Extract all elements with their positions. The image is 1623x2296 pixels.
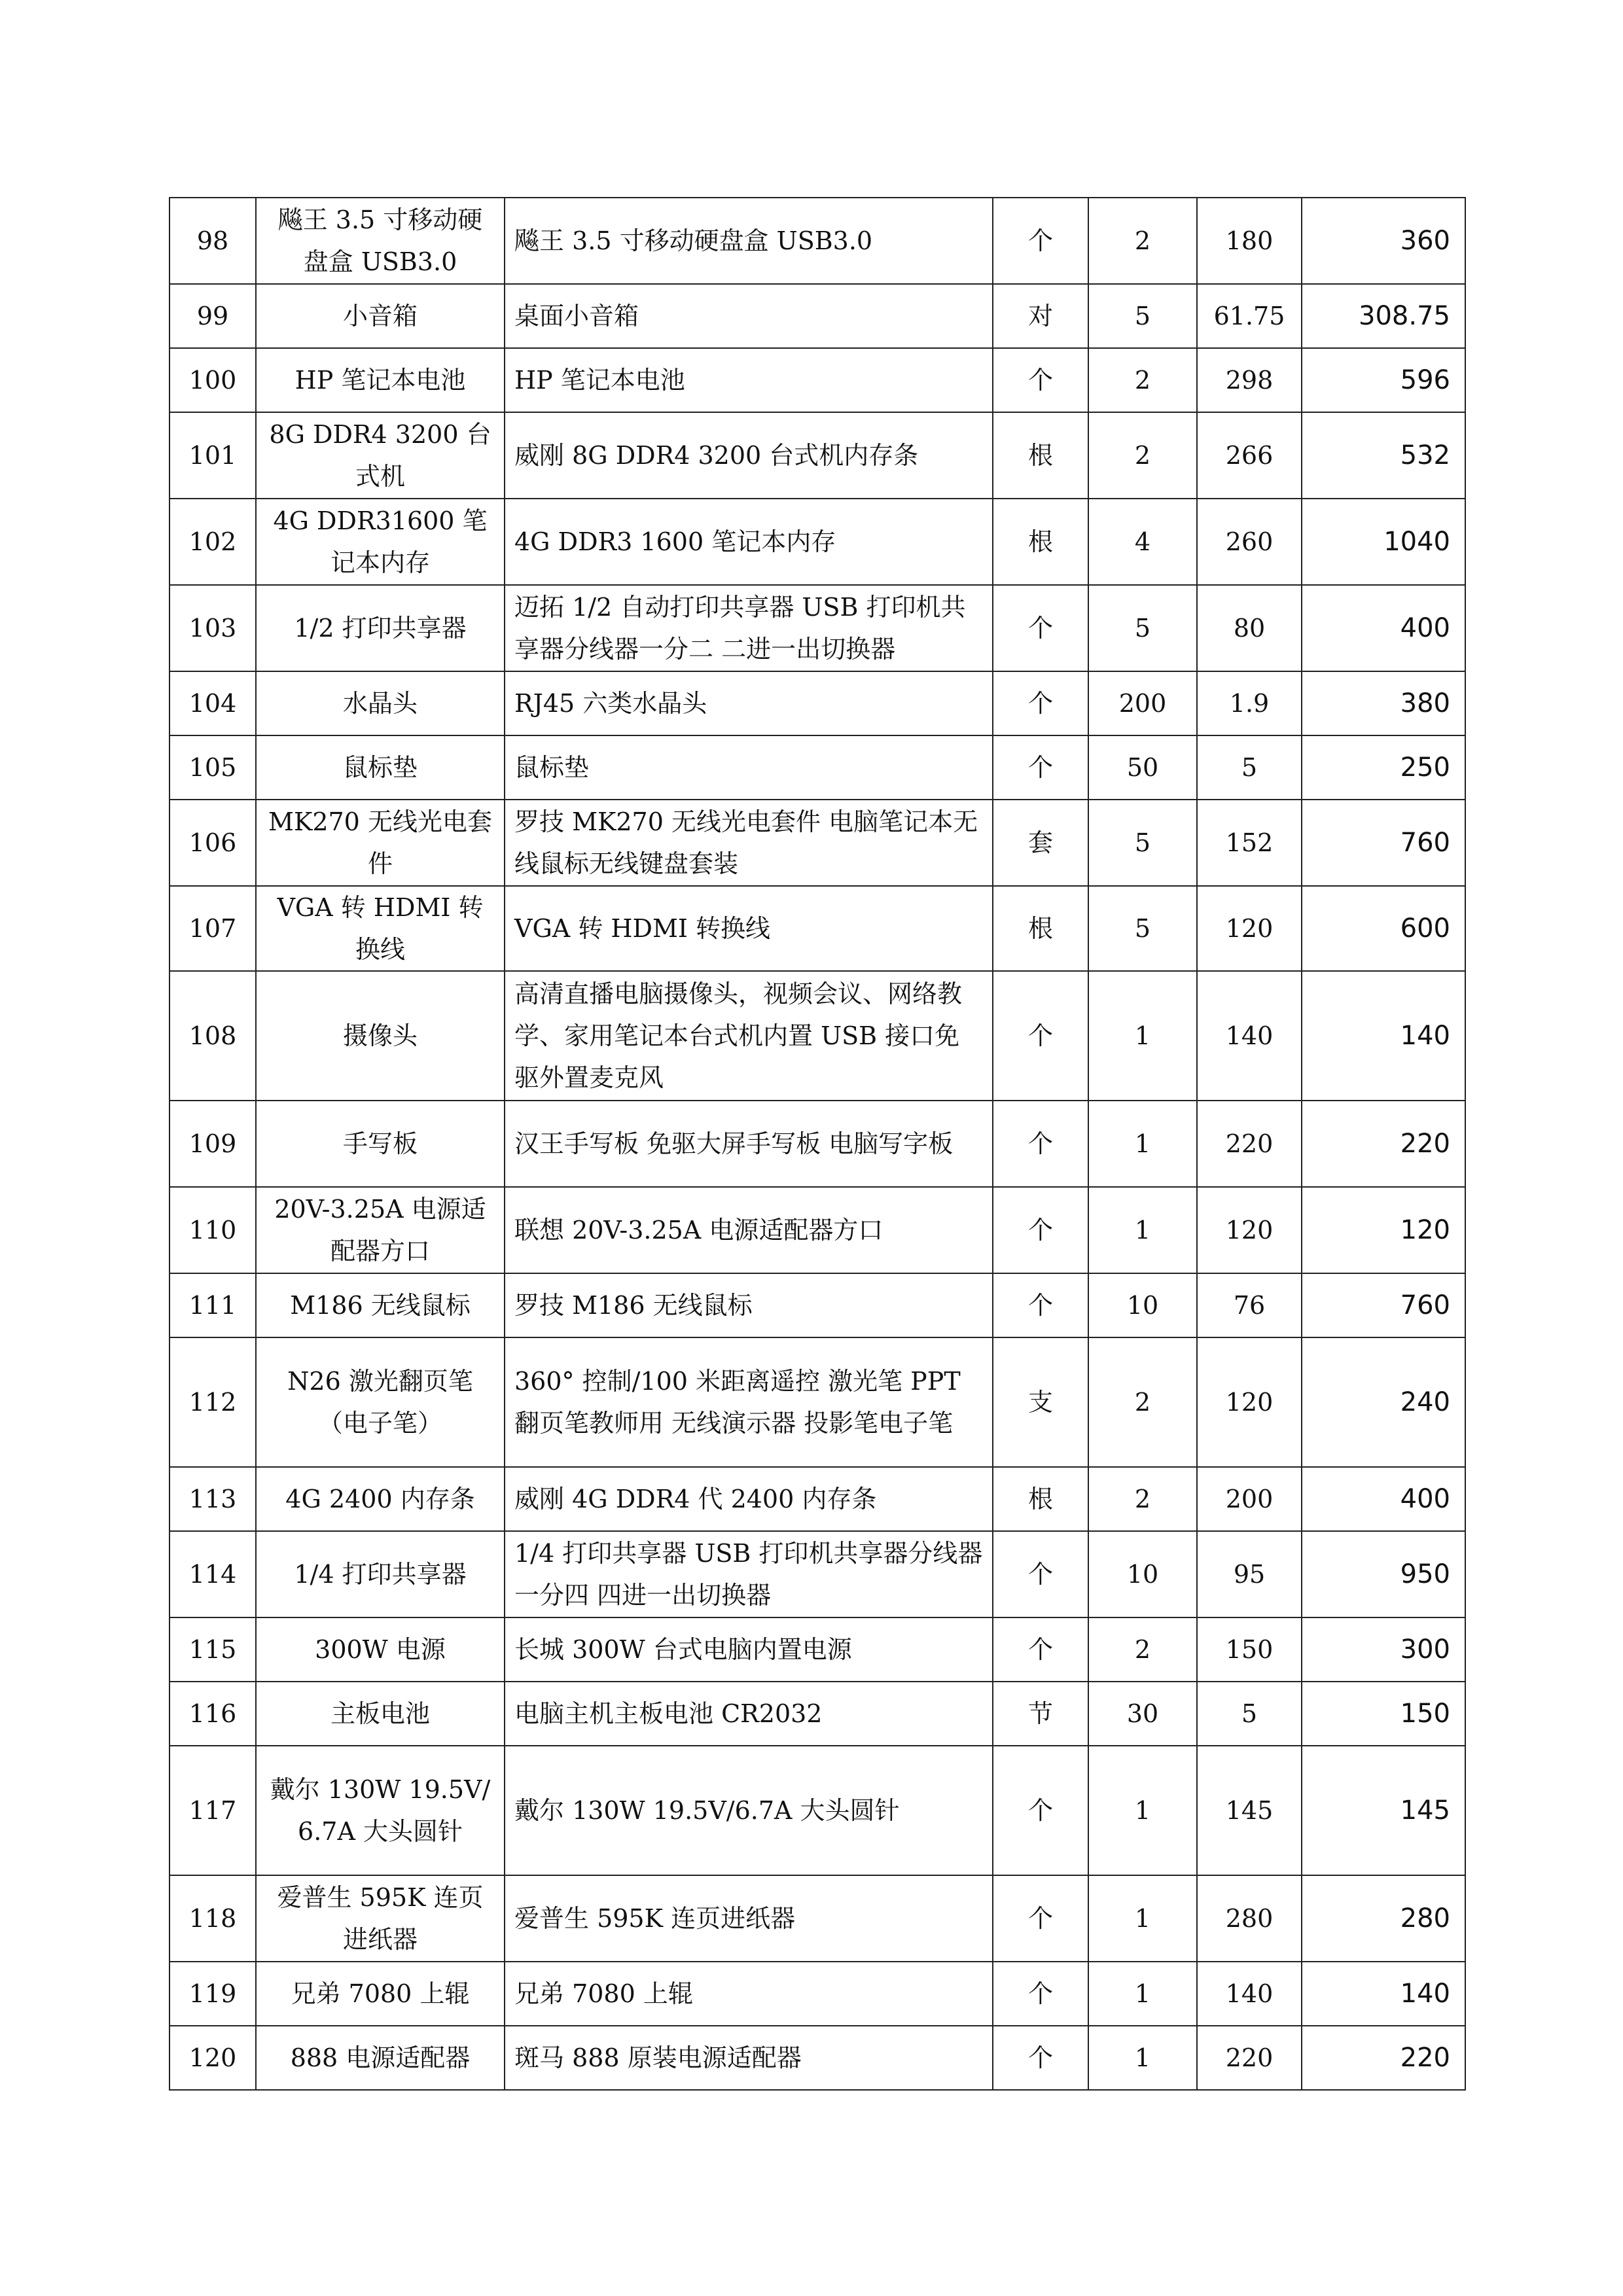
item-spec: VGA 转 HDMI 转换线 — [505, 886, 993, 971]
item-unit: 个 — [993, 971, 1088, 1101]
table-row — [169, 412, 1465, 499]
item-name: HP 笔记本电池 — [256, 348, 505, 412]
item-spec: 兄弟 7080 上辊 — [505, 1962, 993, 2026]
item-quantity: 1 — [1088, 1187, 1197, 1273]
item-spec: 鼠标垫 — [505, 735, 993, 800]
item-name: 小音箱 — [256, 284, 505, 348]
table-row — [169, 585, 1465, 671]
item-spec: HP 笔记本电池 — [505, 348, 993, 412]
item-unit-price: 140 — [1197, 971, 1302, 1101]
item-number: 100 — [169, 348, 256, 412]
item-amount: 760 — [1302, 1273, 1465, 1337]
item-name: N26 激光翻页笔（电子笔） — [256, 1337, 505, 1467]
item-unit: 个 — [993, 1617, 1088, 1682]
table-row — [169, 886, 1465, 971]
item-number: 102 — [169, 499, 256, 585]
item-spec: 高清直播电脑摄像头，视频会议、网络教学、家用笔记本台式机内置 USB 接口免驱外置麦克风 — [505, 971, 993, 1101]
item-amount: 140 — [1302, 971, 1465, 1101]
item-number: 114 — [169, 1531, 256, 1617]
item-amount: 760 — [1302, 800, 1465, 886]
item-quantity: 1 — [1088, 971, 1197, 1101]
item-number: 103 — [169, 585, 256, 671]
item-unit: 个 — [993, 1875, 1088, 1962]
item-name: 兄弟 7080 上辊 — [256, 1962, 505, 2026]
table-row — [169, 800, 1465, 886]
item-unit-price: 80 — [1197, 585, 1302, 671]
item-amount: 280 — [1302, 1875, 1465, 1962]
item-spec: 戴尔 130W 19.5V/6.7A 大头圆针 — [505, 1746, 993, 1875]
table-row — [169, 1273, 1465, 1337]
item-name: VGA 转 HDMI 转换线 — [256, 886, 505, 971]
item-amount: 300 — [1302, 1617, 1465, 1682]
item-amount: 360 — [1302, 198, 1465, 284]
item-unit-price: 180 — [1197, 198, 1302, 284]
item-spec: 360° 控制/100 米距离遥控 激光笔 PPT 翻页笔教师用 无线演示器 投影笔电子笔 — [505, 1337, 993, 1467]
item-quantity: 2 — [1088, 198, 1197, 284]
item-spec: 爱普生 595K 连页进纸器 — [505, 1875, 993, 1962]
item-spec: 4G DDR3 1600 笔记本内存 — [505, 499, 993, 585]
item-name: MK270 无线光电套件 — [256, 800, 505, 886]
item-quantity: 2 — [1088, 348, 1197, 412]
table-row — [169, 1187, 1465, 1273]
item-amount: 596 — [1302, 348, 1465, 412]
item-spec: 飚王 3.5 寸移动硬盘盒 USB3.0 — [505, 198, 993, 284]
item-number: 101 — [169, 412, 256, 499]
table-body — [169, 198, 1465, 2090]
item-number: 115 — [169, 1617, 256, 1682]
item-number: 118 — [169, 1875, 256, 1962]
item-amount: 308.75 — [1302, 284, 1465, 348]
item-number: 108 — [169, 971, 256, 1101]
item-number: 110 — [169, 1187, 256, 1273]
item-name: 飚王 3.5 寸移动硬盘盒 USB3.0 — [256, 198, 505, 284]
item-unit: 个 — [993, 1962, 1088, 2026]
item-name: 1/2 打印共享器 — [256, 585, 505, 671]
item-unit-price: 120 — [1197, 886, 1302, 971]
table-row — [169, 1962, 1465, 2026]
item-quantity: 200 — [1088, 671, 1197, 735]
item-unit: 个 — [993, 1531, 1088, 1617]
item-quantity: 2 — [1088, 412, 1197, 499]
item-name: 摄像头 — [256, 971, 505, 1101]
item-unit-price: 152 — [1197, 800, 1302, 886]
item-quantity: 1 — [1088, 1962, 1197, 2026]
item-unit: 套 — [993, 800, 1088, 886]
item-unit: 个 — [993, 585, 1088, 671]
table-row — [169, 1746, 1465, 1875]
item-name: 手写板 — [256, 1101, 505, 1187]
item-spec: RJ45 六类水晶头 — [505, 671, 993, 735]
item-spec: 长城 300W 台式电脑内置电源 — [505, 1617, 993, 1682]
item-unit-price: 150 — [1197, 1617, 1302, 1682]
item-unit-price: 95 — [1197, 1531, 1302, 1617]
item-amount: 220 — [1302, 1101, 1465, 1187]
table-row — [169, 671, 1465, 735]
item-unit: 个 — [993, 1187, 1088, 1273]
item-number: 120 — [169, 2026, 256, 2090]
item-spec: 联想 20V-3.25A 电源适配器方口 — [505, 1187, 993, 1273]
table-row — [169, 2026, 1465, 2090]
item-unit: 个 — [993, 671, 1088, 735]
item-number: 107 — [169, 886, 256, 971]
item-unit: 个 — [993, 198, 1088, 284]
item-unit: 个 — [993, 2026, 1088, 2090]
item-amount: 950 — [1302, 1531, 1465, 1617]
table-row — [169, 198, 1465, 284]
item-quantity: 5 — [1088, 886, 1197, 971]
item-number: 119 — [169, 1962, 256, 2026]
table-row — [169, 1875, 1465, 1962]
item-quantity: 1 — [1088, 1875, 1197, 1962]
item-unit: 根 — [993, 499, 1088, 585]
procurement-table — [169, 197, 1466, 2091]
table-row — [169, 1337, 1465, 1467]
item-amount: 400 — [1302, 585, 1465, 671]
item-spec: 电脑主机主板电池 CR2032 — [505, 1682, 993, 1746]
item-number: 112 — [169, 1337, 256, 1467]
table-row — [169, 1617, 1465, 1682]
item-unit: 个 — [993, 1746, 1088, 1875]
item-unit-price: 298 — [1197, 348, 1302, 412]
item-amount: 150 — [1302, 1682, 1465, 1746]
item-quantity: 1 — [1088, 1101, 1197, 1187]
item-number: 98 — [169, 198, 256, 284]
item-unit-price: 220 — [1197, 2026, 1302, 2090]
item-spec: 汉王手写板 免驱大屏手写板 电脑写字板 — [505, 1101, 993, 1187]
item-amount: 145 — [1302, 1746, 1465, 1875]
item-amount: 1040 — [1302, 499, 1465, 585]
item-quantity: 10 — [1088, 1531, 1197, 1617]
item-name: 4G DDR31600 笔记本内存 — [256, 499, 505, 585]
item-spec: 1/4 打印共享器 USB 打印机共享器分线器一分四 四进一出切换器 — [505, 1531, 993, 1617]
table-row — [169, 284, 1465, 348]
item-unit: 个 — [993, 1101, 1088, 1187]
item-unit-price: 260 — [1197, 499, 1302, 585]
item-amount: 380 — [1302, 671, 1465, 735]
item-unit-price: 5 — [1197, 735, 1302, 800]
table-row — [169, 1101, 1465, 1187]
item-name: 20V-3.25A 电源适配器方口 — [256, 1187, 505, 1273]
item-name: 鼠标垫 — [256, 735, 505, 800]
item-unit: 根 — [993, 1467, 1088, 1531]
table-row — [169, 735, 1465, 800]
item-amount: 250 — [1302, 735, 1465, 800]
item-quantity: 4 — [1088, 499, 1197, 585]
table-row — [169, 348, 1465, 412]
item-name: 888 电源适配器 — [256, 2026, 505, 2090]
item-spec: 罗技 M186 无线鼠标 — [505, 1273, 993, 1337]
item-unit-price: 266 — [1197, 412, 1302, 499]
item-unit: 个 — [993, 348, 1088, 412]
item-unit: 支 — [993, 1337, 1088, 1467]
table-row — [169, 1682, 1465, 1746]
item-amount: 240 — [1302, 1337, 1465, 1467]
item-name: 1/4 打印共享器 — [256, 1531, 505, 1617]
item-name: 主板电池 — [256, 1682, 505, 1746]
item-unit-price: 1.9 — [1197, 671, 1302, 735]
item-number: 99 — [169, 284, 256, 348]
item-unit-price: 5 — [1197, 1682, 1302, 1746]
item-number: 117 — [169, 1746, 256, 1875]
item-quantity: 5 — [1088, 284, 1197, 348]
item-unit-price: 220 — [1197, 1101, 1302, 1187]
item-spec: 威刚 8G DDR4 3200 台式机内存条 — [505, 412, 993, 499]
item-quantity: 10 — [1088, 1273, 1197, 1337]
item-amount: 532 — [1302, 412, 1465, 499]
item-quantity: 2 — [1088, 1337, 1197, 1467]
item-unit-price: 280 — [1197, 1875, 1302, 1962]
item-unit-price: 140 — [1197, 1962, 1302, 2026]
item-unit: 根 — [993, 886, 1088, 971]
item-name: 8G DDR4 3200 台式机 — [256, 412, 505, 499]
item-number: 116 — [169, 1682, 256, 1746]
item-number: 105 — [169, 735, 256, 800]
item-unit: 个 — [993, 735, 1088, 800]
table-row — [169, 1531, 1465, 1617]
item-amount: 220 — [1302, 2026, 1465, 2090]
table-row — [169, 1467, 1465, 1531]
item-spec: 罗技 MK270 无线光电套件 电脑笔记本无线鼠标无线键盘套装 — [505, 800, 993, 886]
item-name: 4G 2400 内存条 — [256, 1467, 505, 1531]
item-unit: 根 — [993, 412, 1088, 499]
item-spec: 威刚 4G DDR4 代 2400 内存条 — [505, 1467, 993, 1531]
item-unit-price: 76 — [1197, 1273, 1302, 1337]
item-number: 106 — [169, 800, 256, 886]
item-number: 109 — [169, 1101, 256, 1187]
item-name: 戴尔 130W 19.5V/6.7A 大头圆针 — [256, 1746, 505, 1875]
item-quantity: 1 — [1088, 2026, 1197, 2090]
item-amount: 400 — [1302, 1467, 1465, 1531]
item-quantity: 2 — [1088, 1617, 1197, 1682]
item-quantity: 30 — [1088, 1682, 1197, 1746]
item-quantity: 50 — [1088, 735, 1197, 800]
item-unit-price: 120 — [1197, 1187, 1302, 1273]
item-unit-price: 120 — [1197, 1337, 1302, 1467]
item-unit-price: 200 — [1197, 1467, 1302, 1531]
item-quantity: 2 — [1088, 1467, 1197, 1531]
item-number: 104 — [169, 671, 256, 735]
item-name: 水晶头 — [256, 671, 505, 735]
item-spec: 斑马 888 原装电源适配器 — [505, 2026, 993, 2090]
item-amount: 120 — [1302, 1187, 1465, 1273]
item-spec: 迈拓 1/2 自动打印共享器 USB 打印机共享器分线器一分二 二进一出切换器 — [505, 585, 993, 671]
item-name: 300W 电源 — [256, 1617, 505, 1682]
item-unit-price: 61.75 — [1197, 284, 1302, 348]
item-unit-price: 145 — [1197, 1746, 1302, 1875]
item-number: 113 — [169, 1467, 256, 1531]
item-quantity: 5 — [1088, 800, 1197, 886]
item-unit: 对 — [993, 284, 1088, 348]
item-quantity: 1 — [1088, 1746, 1197, 1875]
table-row — [169, 499, 1465, 585]
item-name: M186 无线鼠标 — [256, 1273, 505, 1337]
item-spec: 桌面小音箱 — [505, 284, 993, 348]
item-amount: 140 — [1302, 1962, 1465, 2026]
item-unit: 节 — [993, 1682, 1088, 1746]
item-quantity: 5 — [1088, 585, 1197, 671]
table-row — [169, 971, 1465, 1101]
item-number: 111 — [169, 1273, 256, 1337]
item-name: 爱普生 595K 连页进纸器 — [256, 1875, 505, 1962]
item-amount: 600 — [1302, 886, 1465, 971]
item-unit: 个 — [993, 1273, 1088, 1337]
